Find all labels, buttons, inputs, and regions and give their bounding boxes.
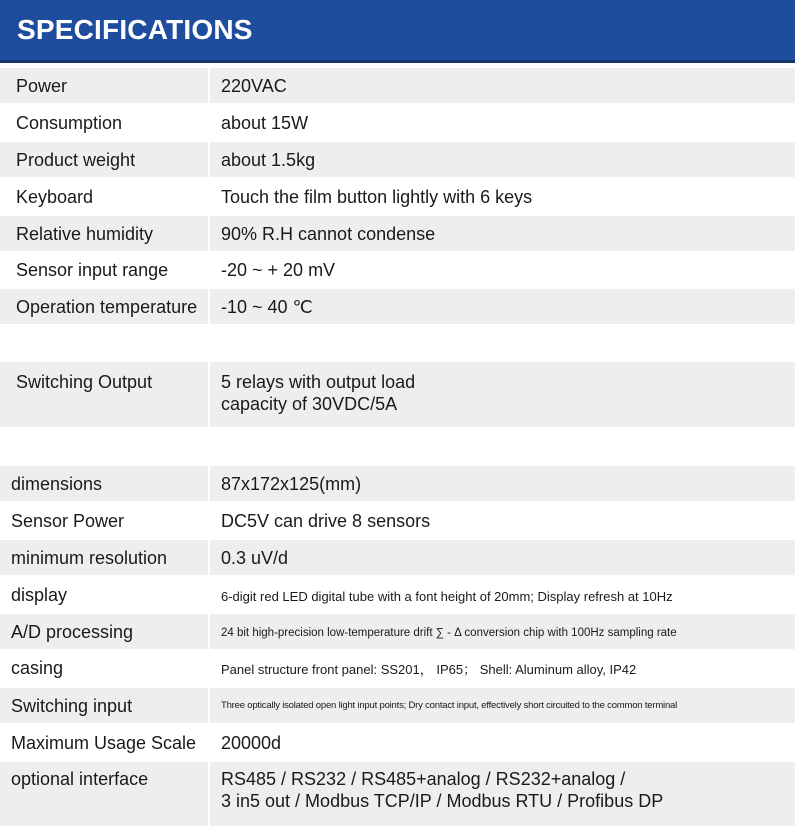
spec-label: Relative humidity [16,224,154,244]
spec-value: 6-digit red LED digital tube with a font height of 20mm; Display refresh at 10Hz [221,589,673,604]
spec-row-ad-processing [0,614,795,649]
spec-value: 87x172x125(mm) [221,474,362,494]
column-divider [208,142,210,177]
column-divider [208,289,210,324]
spec-value: Panel structure front panel: SS201， IP65； Shell: Aluminum alloy, IP42 [221,662,637,677]
spec-row-max-scale [0,725,795,760]
spec-value: DC5V can drive 8 sensors [221,511,431,531]
spec-row-switching-output [0,362,795,427]
spec-value: about 15W [221,113,309,133]
page-title: SPECIFICATIONS [17,14,253,45]
spec-value: Three optically isolated open light input points; Dry contact input, effectively short circuited to the common terminal [221,700,678,711]
spec-row-power [0,68,795,103]
column-divider [208,762,210,826]
spec-label: Sensor Power [11,511,125,531]
spec-label: minimum resolution [11,548,168,568]
spec-row-weight [0,142,795,177]
spec-value: Touch the film button lightly with 6 keys [221,187,533,207]
spec-label: Keyboard [16,187,94,207]
spec-value: 220VAC [221,76,287,96]
spec-value-line-1: 5 relays with output load [221,372,416,392]
spec-label: Consumption [16,113,123,133]
spec-value: 24 bit high-precision low-temperature drift ∑ - Δ conversion chip with 100Hz sampling rate [221,627,677,639]
spec-label: Power [16,76,68,96]
spec-value-line-1: RS485 / RS232 / RS485+analog / RS232+analog / [221,769,626,789]
column-divider [208,688,210,723]
spec-row-resolution [0,540,795,575]
spec-row-casing [0,651,795,686]
spec-row-sensor-power [0,503,795,538]
spec-label: casing [11,658,64,678]
spec-row-dimensions [0,466,795,501]
spec-value-line-2: capacity of 30VDC/5A [221,394,398,414]
spec-row-optional-interface [0,762,795,826]
page-header [0,0,795,63]
spec-label: Sensor input range [16,260,169,280]
spec-label: dimensions [11,474,103,494]
spec-label: Switching input [11,696,133,716]
spec-row-display [0,577,795,612]
spec-row-switching-input [0,688,795,723]
spec-value: about 1.5kg [221,150,316,170]
spec-label: Maximum Usage Scale [11,733,197,753]
column-divider [208,216,210,251]
column-divider [208,68,210,103]
spec-label: Product weight [16,150,136,170]
spec-label: optional interface [11,769,149,789]
spec-row-sensor-range [0,253,795,288]
spec-row-operation-temperature [0,289,795,324]
spec-value: -10 ~ 40 ℃ [221,297,313,317]
spec-row-humidity [0,216,795,251]
spec-label: Switching Output [16,372,153,392]
spec-label: A/D processing [11,622,134,642]
column-divider [208,466,210,501]
column-divider [208,362,210,427]
spec-value: 20000d [221,733,282,753]
spec-value: 90% R.H cannot condense [221,224,436,244]
spec-value: -20 ~ + 20 mV [221,260,336,280]
spec-label: Operation temperature [16,297,198,317]
spec-value: 0.3 uV/d [221,548,289,568]
spec-label: display [11,585,68,605]
column-divider [208,540,210,575]
spec-row-consumption [0,105,795,140]
spec-value-line-2: 3 in5 out / Modbus TCP/IP / Modbus RTU / Profibus DP [221,791,664,811]
spec-row-keyboard [0,179,795,214]
column-divider [208,614,210,649]
